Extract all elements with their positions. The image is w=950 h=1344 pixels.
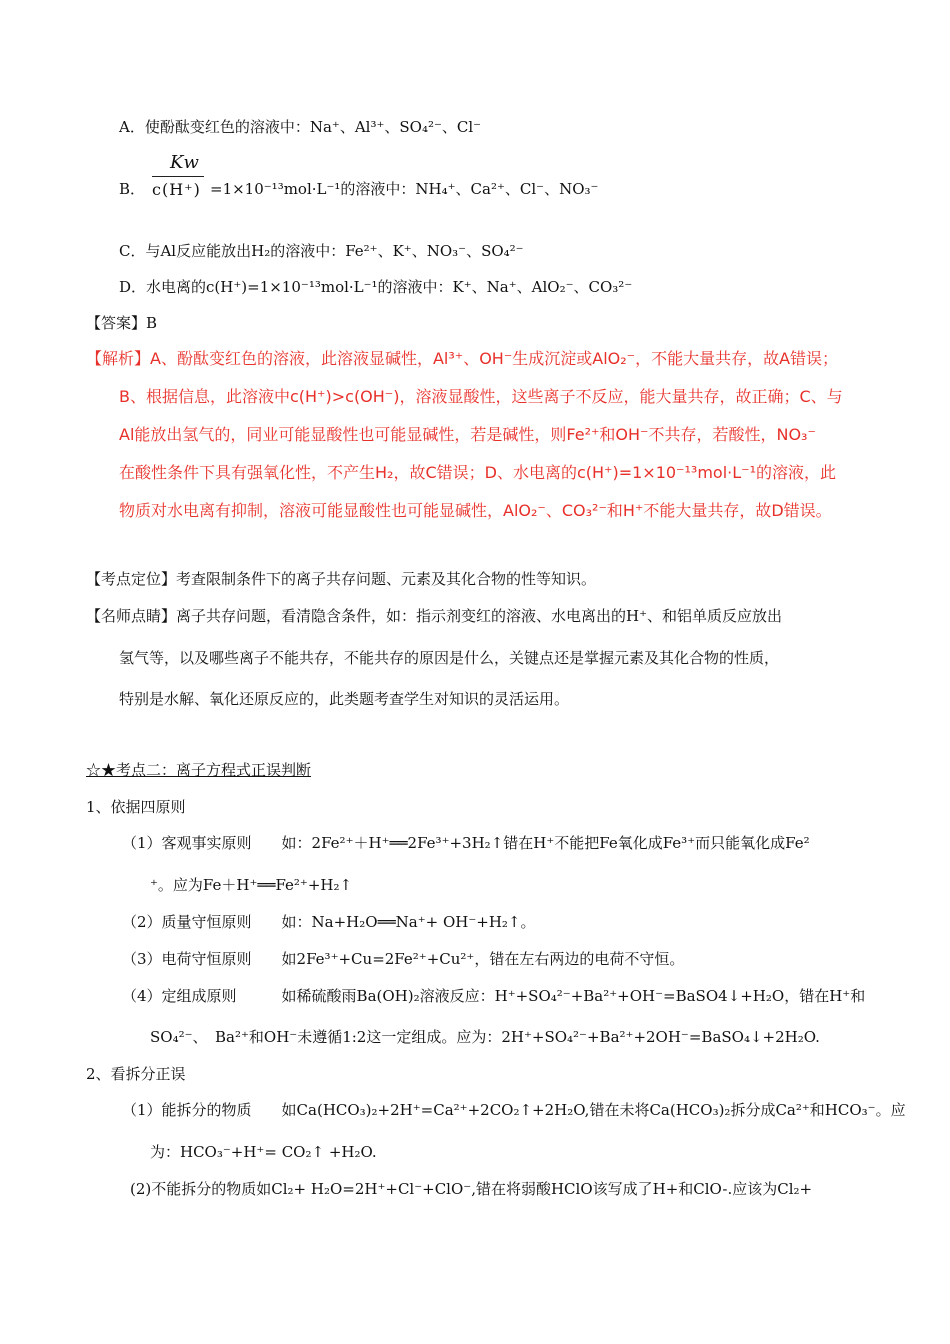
fraction-denominator: c(H⁺) — [152, 180, 201, 199]
fraction-numerator: Kw — [170, 152, 199, 173]
split-1-line-2: 为：HCO₃⁻+H⁺= CO₂↑ +H₂O. — [150, 1143, 377, 1161]
principle-4-line-1: （4）定组成原则 如稀硫酸雨Ba(OH)₂溶液反应：H⁺+SO₄²⁻+Ba²⁺+OH⁻=BaSO4↓+H₂O，错在H⁺和 — [122, 987, 866, 1005]
answer: 【答案】B — [86, 314, 158, 332]
option-b: =1×10⁻¹³mol·L⁻¹的溶液中：NH₄⁺、Ca²⁺、Cl⁻、NO₃⁻ — [210, 180, 599, 198]
split-2: (2)不能拆分的物质如Cl₂+ H₂O=2H⁺+Cl⁻+ClO⁻,错在将弱酸HClO该写成了H+和ClO-.应该为Cl₂+ — [130, 1180, 813, 1198]
tips-line-1: 【名师点睛】离子共存问题，看清隐含条件，如：指示剂变红的溶液、水电离出的H⁺、和铝单质反应放出 — [86, 607, 783, 625]
tips-line-3: 特别是水解、氧化还原反应的，此类题考查学生对知识的灵活运用。 — [119, 690, 570, 708]
principle-2: （2）质量守恒原则 如：Na+H₂O══Na⁺+ OH⁻+H₂↑。 — [122, 913, 536, 931]
principle-3: （3）电荷守恒原则 如2Fe³⁺+Cu=2Fe²⁺+Cu²⁺，错在左右两边的电荷不守恒。 — [122, 950, 685, 968]
analysis-line-1: 【解析】A、酚酞变红色的溶液，此溶液显碱性，Al³⁺、OH⁻生成沉淀或AlO₂⁻，不能大量共存，故A错误； — [86, 349, 839, 368]
principle-4-line-2: SO₄²⁻、 Ba²⁺和OH⁻未遵循1:2这一定组成。应为：2H⁺+SO₄²⁻+Ba²⁺+2OH⁻=BaSO₄↓+2H₂O. — [150, 1028, 820, 1046]
option-b-prefix: B． — [119, 180, 146, 198]
split-1-line-1: （1）能拆分的物质 如Ca(HCO₃)₂+2H⁺=Ca²⁺+2CO₂↑+2H₂O,错在未将Ca(HCO₃)₂拆分成Ca²⁺和HCO₃⁻。应 — [122, 1101, 906, 1119]
analysis-line-2: B、根据信息，此溶液中c(H⁺)>c(OH⁻)，溶液显酸性，这些离子不反应，能大量共存，故正确；C、与 — [119, 387, 843, 406]
kw-fraction — [148, 152, 208, 204]
analysis-line-5: 物质对水电离有抑制，溶液可能显酸性也可能显碱性，AlO₂⁻、CO₃²⁻和H⁺不能大量共存，故D错误。 — [119, 501, 832, 520]
tips-line-2: 氢气等，以及哪些离子不能共存，不能共存的原因是什么，关键点还是掌握元素及其化合物的性质， — [119, 649, 780, 667]
section-title: ☆★考点二：离子方程式正误判断 — [86, 761, 312, 779]
analysis-line-4: 在酸性条件下具有强氧化性，不产生H₂，故C错误；D、水电离的c(H⁺)=1×10⁻¹³mol·L⁻¹的溶液，此 — [119, 463, 837, 482]
knowledge-positioning: 【考点定位】考查限制条件下的离子共存问题、元素及其化合物的性等知识。 — [86, 570, 597, 588]
option-d: D．水电离的c(H⁺)=1×10⁻¹³mol·L⁻¹的溶液中：K⁺、Na⁺、AlO₂⁻、CO₃²⁻ — [119, 278, 633, 296]
analysis-line-3: Al能放出氢气的，同业可能显酸性也可能显碱性，若是碱性，则Fe²⁺和OH⁻不共存，若酸性，NO₃⁻ — [119, 425, 816, 444]
option-c: C．与Al反应能放出H₂的溶液中：Fe²⁺、K⁺、NO₃⁻、SO₄²⁻ — [119, 242, 524, 260]
principle-1-line-1: （1）客观事实原则 如：2Fe²⁺＋H⁺══2Fe³⁺+3H₂↑错在H⁺不能把Fe氧化成Fe³⁺而只能氧化成Fe² — [122, 834, 810, 852]
heading-split-check: 2、看拆分正误 — [86, 1065, 186, 1083]
option-a: A．使酚酞变红色的溶液中：Na⁺、Al³⁺、SO₄²⁻、Cl⁻ — [119, 118, 482, 136]
heading-four-principles: 1、依据四原则 — [86, 798, 186, 816]
fraction-bar — [152, 176, 204, 177]
principle-1-line-2: ⁺。应为Fe＋H⁺══Fe²⁺+H₂↑ — [150, 876, 353, 894]
